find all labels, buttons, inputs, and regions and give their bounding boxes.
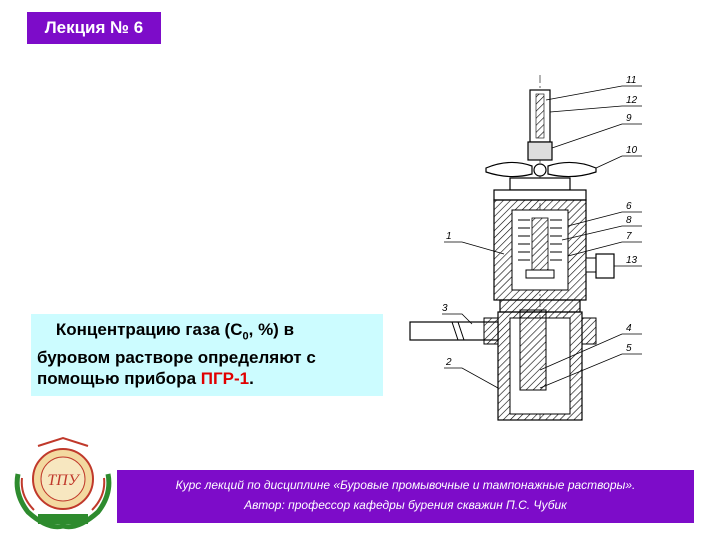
callout-4: 4 [626, 323, 632, 334]
course-footer [117, 470, 694, 523]
callout-11: 11 [626, 75, 637, 86]
callout-5: 5 [626, 343, 632, 354]
footer-author: Автор: профессор кафедры бурения скважин П.С. Чубик [244, 498, 567, 512]
callout-1: 1 [446, 231, 452, 242]
callout-12: 12 [626, 95, 638, 106]
device-name-highlight: ПГР-1 [200, 369, 250, 389]
footer-course-title: Курс лекций по дисциплине «Буровые промывочные и тампонажные растворы». [175, 478, 636, 492]
callout-8: 8 [626, 215, 632, 226]
info-line-2: буровом растворе определяют с [37, 348, 316, 368]
callout-13: 13 [626, 255, 638, 266]
callout-10: 10 [626, 145, 638, 156]
info-text-box [31, 314, 383, 396]
lecture-label: Лекция № 6 [44, 18, 144, 37]
union-nut [528, 142, 552, 160]
upper-housing [494, 190, 586, 200]
callout-7: 7 [626, 231, 632, 242]
svg-text:ТПУ: ТПУ [47, 472, 79, 489]
callout-2: 2 [446, 357, 452, 368]
pgr1-device-diagram [400, 70, 660, 430]
side-knob [586, 258, 596, 272]
university-emblem-icon [8, 434, 118, 534]
callout-6: 6 [626, 201, 632, 212]
info-line-1: Концентрацию газа ($C_0$, %) в [55, 320, 295, 343]
callout-9: 9 [626, 113, 632, 124]
info-line-3: помощью прибора ПГР-1. [37, 369, 254, 389]
callout-3: 3 [442, 303, 448, 314]
lecture-number-badge [27, 12, 161, 44]
